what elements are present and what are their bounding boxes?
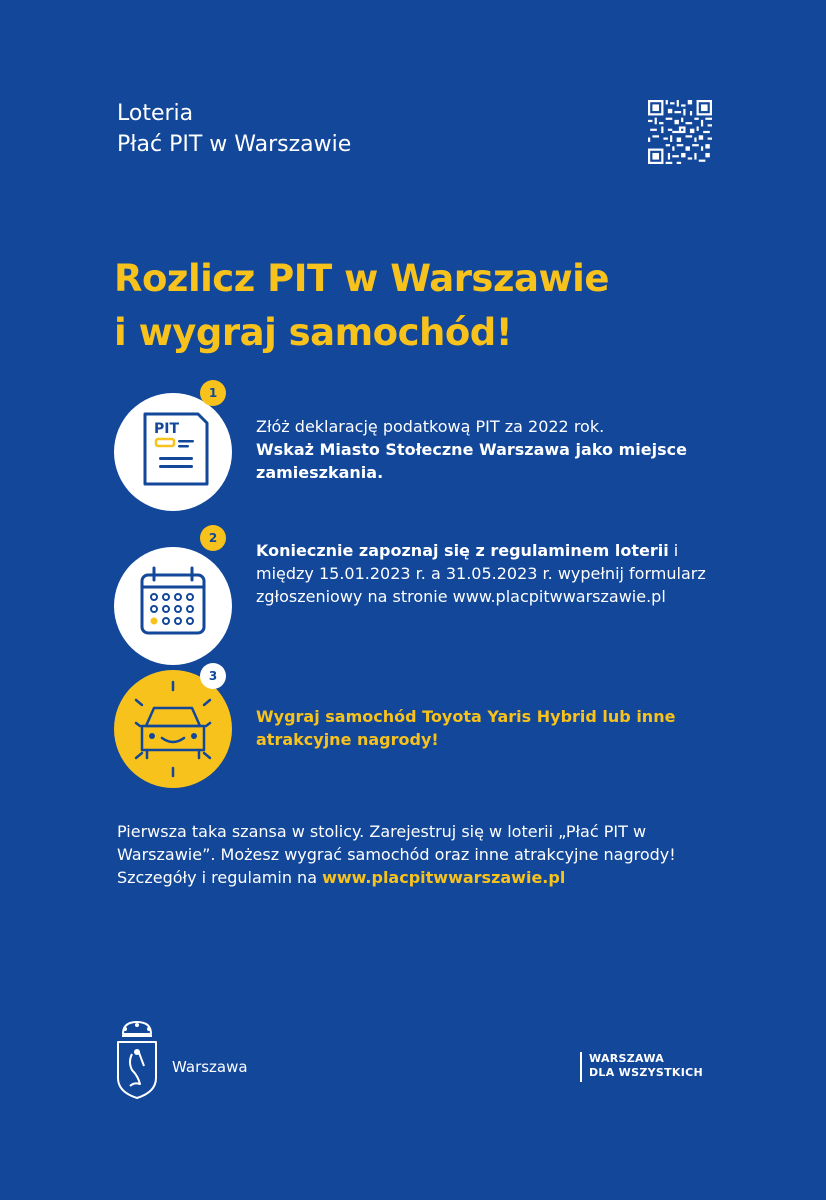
step-1-icon-circle xyxy=(114,393,232,511)
slogan-line1: WARSZAWA xyxy=(589,1052,665,1065)
step-1-text xyxy=(256,415,736,484)
step-2-icon-circle xyxy=(114,547,232,665)
step-3-text-bold: Wygraj samochód Toyota Yaris Hybrid lub inne atrakcyjne nagrody! xyxy=(256,707,676,749)
pit-document-icon xyxy=(114,393,232,511)
main-headline xyxy=(114,252,754,360)
step-2-badge: 2 xyxy=(200,525,226,551)
pit-icon-label: PIT xyxy=(154,421,180,437)
step-3-text xyxy=(256,705,736,751)
city-name: Warszawa xyxy=(172,1058,248,1076)
headline-line2: i wygraj samochód! xyxy=(114,311,513,354)
qr-code-icon[interactable] xyxy=(648,100,712,164)
step-3 xyxy=(114,670,754,790)
lottery-title-line1: Loteria xyxy=(117,101,194,126)
footer-website-link[interactable]: www.placpitwwarszawie.pl xyxy=(322,868,566,887)
step-2-text-bold: Koniecznie zapoznaj się z regulaminem loterii xyxy=(256,541,669,560)
step-1 xyxy=(114,386,754,513)
headline-line1: Rozlicz PIT w Warszawie xyxy=(114,257,609,300)
slogan-divider xyxy=(580,1052,582,1082)
footer-text: Pierwsza taka szansa w stolicy. Zarejestruj się w loterii „Płać PIT w Warszawie”. Możesz wygrać samochód oraz inne atrakcyjne nagrody! Szczegóły i regulamin na xyxy=(117,822,676,887)
footer-description xyxy=(117,820,737,889)
slogan-line2: DLA WSZYSTKICH xyxy=(589,1066,704,1079)
step-1-text-bold: Wskaż Miasto Stołeczne Warszawa jako miejsce zamieszkania. xyxy=(256,440,687,482)
step-1-badge: 1 xyxy=(200,380,226,406)
step-2-text xyxy=(256,539,736,608)
step-2-text-regular: i między 15.01.2023 r. a 31.05.2023 r. wypełnij formularz zgłoszeniowy na stronie www.placpitwwarszawie.pl xyxy=(256,541,706,606)
step-3-badge: 3 xyxy=(200,663,226,689)
step-1-text-regular: Złóż deklarację podatkową PIT za 2022 rok. xyxy=(256,417,605,436)
lottery-title-line2: Płać PIT w Warszawie xyxy=(117,132,352,157)
lottery-title xyxy=(117,98,351,160)
calendar-icon xyxy=(114,547,232,665)
warsaw-crest-logo xyxy=(114,1018,160,1100)
step-2 xyxy=(114,531,754,667)
slogan xyxy=(589,1052,703,1080)
